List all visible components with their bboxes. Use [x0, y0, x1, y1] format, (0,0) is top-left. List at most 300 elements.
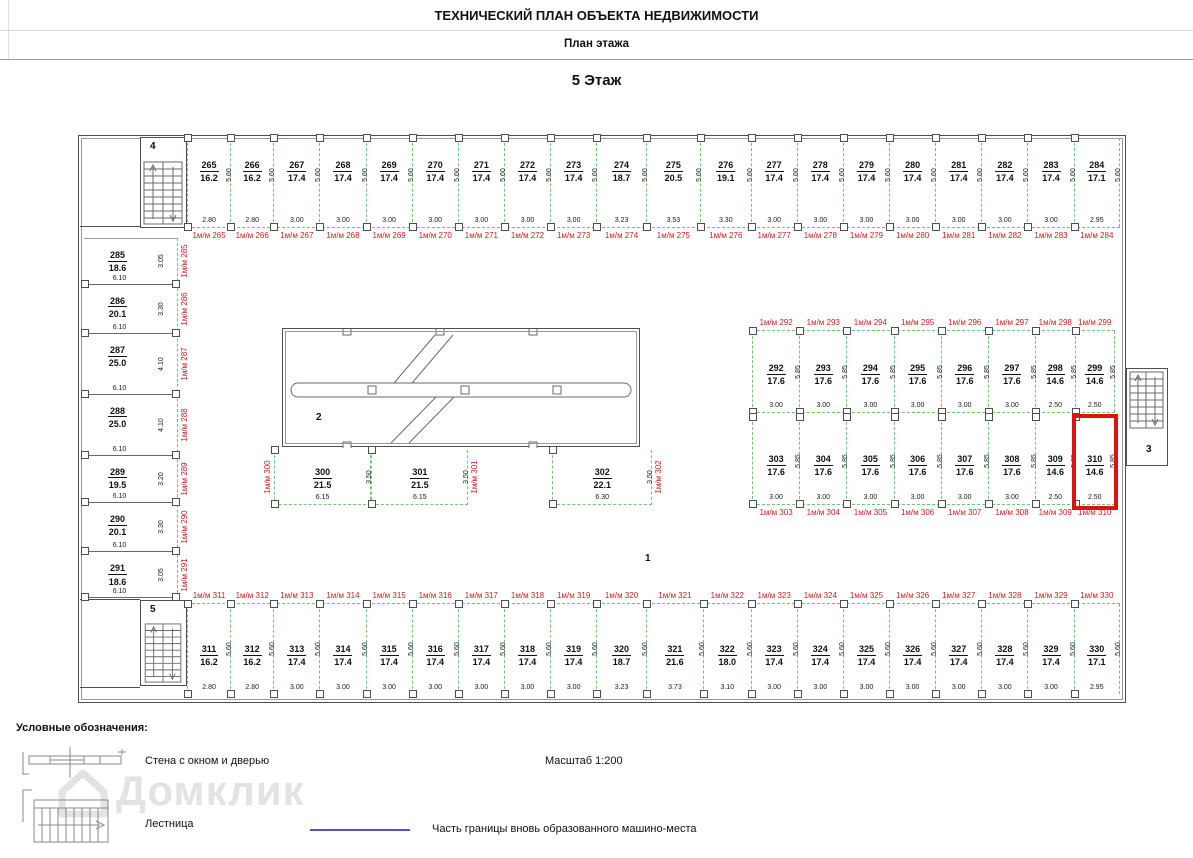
- space-area: 17.4: [426, 173, 444, 184]
- space-id-label: 1м/м 307: [948, 508, 982, 517]
- space-width-dim: 3.23: [614, 684, 629, 691]
- parking-space: [988, 318, 1039, 412]
- space-id-label: 1м/м 295: [900, 318, 935, 327]
- space-id-label: 1м/м 302: [653, 460, 663, 494]
- space-width-dim: 2.50: [1087, 402, 1102, 409]
- space-id-label: 1м/м 323: [757, 591, 791, 600]
- space-number: 300: [315, 467, 331, 477]
- space-area: 17.6: [814, 467, 833, 478]
- parking-space: [504, 138, 554, 240]
- space-number: 296: [957, 363, 973, 373]
- space-number: 269: [381, 160, 397, 170]
- parking-space: [412, 591, 461, 694]
- space-id-label: 1м/м 310: [1078, 508, 1112, 517]
- space-area: 17.4: [472, 657, 491, 668]
- space-area: 17.6: [861, 376, 880, 387]
- space-number: 287: [109, 344, 126, 355]
- space-depth-dim: 5.60: [226, 642, 234, 656]
- space-depth-dim: 5.85: [1031, 453, 1039, 468]
- legend-wall-label: Стена с окном и дверью: [145, 755, 270, 767]
- space-id-label: 1м/м 283: [1034, 231, 1068, 240]
- space-width-dim: 3.00: [910, 402, 925, 409]
- space-depth-dim: 5.60: [977, 642, 985, 656]
- space-id-label: 1м/м 266: [235, 231, 269, 240]
- space-area: 21.5: [411, 480, 429, 491]
- parking-space: [935, 138, 985, 240]
- parking-space: [187, 138, 234, 240]
- parking-space: [988, 417, 1039, 517]
- space-number: 321: [667, 644, 683, 654]
- space-width-dim: 3.23: [614, 217, 629, 224]
- space-id-label: 1м/м 304: [806, 508, 840, 517]
- parking-space: [941, 318, 991, 412]
- space-width-dim: 3.00: [566, 217, 581, 224]
- space-number: 303: [768, 454, 784, 464]
- space-number: 281: [951, 160, 967, 170]
- space-depth-dim: 5.85: [983, 364, 991, 379]
- space-number: 324: [812, 644, 828, 654]
- space-area: 25.0: [108, 357, 127, 368]
- space-area: 17.4: [949, 173, 968, 184]
- space-id-label: 1м/м 287: [180, 347, 189, 381]
- space-number: 313: [289, 644, 305, 654]
- space-width-dim: 3.00: [1005, 494, 1019, 501]
- space-number: 307: [957, 454, 973, 464]
- space-area: 20.1: [108, 527, 127, 538]
- space-area: 17.6: [861, 467, 880, 478]
- parking-space: [894, 417, 944, 517]
- space-width-dim: 3.00: [816, 402, 831, 409]
- parking-space: [700, 138, 754, 240]
- space-width-dim: 2.50: [1048, 402, 1063, 409]
- parking-space: [797, 138, 846, 240]
- space-number: 286: [109, 295, 126, 306]
- space-id-label: 1м/м 299: [1078, 318, 1112, 327]
- space-depth-dim: 3.30: [158, 301, 165, 316]
- parking-space: [504, 591, 554, 694]
- space-number: 314: [335, 644, 351, 654]
- space-width-dim: 3.00: [382, 217, 396, 224]
- space-width-dim: 2.80: [202, 684, 216, 691]
- space-id-label: 1м/м 315: [372, 591, 406, 600]
- space-area: 17.6: [814, 376, 833, 387]
- space-id-label: 1м/м 320: [604, 591, 639, 600]
- space-area: 17.4: [903, 657, 922, 668]
- legend-stairs-icon: [20, 788, 120, 846]
- space-number: 325: [858, 644, 874, 654]
- space-depth-dim: 5.60: [546, 168, 554, 183]
- space-depth-dim: 5.85: [842, 364, 850, 379]
- parking-space: [319, 138, 369, 240]
- space-id-label: 1м/м 292: [759, 318, 793, 327]
- space-number: 318: [520, 644, 536, 654]
- space-area: 18.7: [612, 173, 631, 184]
- space-area: 16.2: [200, 657, 218, 668]
- space-width-dim: 3.00: [474, 217, 489, 224]
- space-depth-dim: 5.60: [1023, 168, 1031, 183]
- space-id-label: 1м/м 319: [557, 591, 591, 600]
- space-depth-dim: 3.30: [158, 520, 165, 535]
- space-number: 279: [858, 160, 874, 170]
- space-area: 17.4: [518, 657, 537, 668]
- parking-space: [797, 591, 846, 694]
- space-width-dim: 3.00: [863, 402, 878, 409]
- space-number: 310: [1087, 454, 1103, 464]
- zone-label-stair-top-left: 4: [150, 141, 156, 152]
- space-area: 14.6: [1085, 467, 1104, 478]
- parking-column-left: [84, 238, 189, 598]
- space-area: 17.4: [1042, 657, 1060, 668]
- space-number: 283: [1043, 160, 1059, 170]
- space-number: 306: [910, 454, 926, 464]
- space-number: 278: [812, 160, 828, 170]
- space-number: 285: [109, 250, 126, 260]
- space-area: 18.7: [612, 657, 631, 668]
- space-depth-dim: 5.60: [226, 168, 234, 183]
- space-width-dim: 3.00: [520, 684, 535, 691]
- space-depth-dim: 5.60: [546, 642, 554, 656]
- space-width-dim: 2.50: [1048, 494, 1063, 501]
- space-width-dim: 3.00: [905, 217, 920, 224]
- wall-segment: [80, 599, 140, 600]
- space-number: 323: [766, 644, 782, 654]
- space-depth-dim: 4.10: [158, 356, 165, 371]
- space-depth-dim: 5.60: [407, 168, 415, 183]
- space-area: 21.6: [666, 657, 684, 668]
- stairwell-top-left: [140, 137, 187, 228]
- space-width-dim: 3.00: [813, 684, 828, 691]
- parking-space: [596, 591, 649, 694]
- space-number: 299: [1087, 363, 1103, 373]
- space-id-label: 1м/м 309: [1038, 508, 1072, 517]
- space-area: 20.1: [108, 308, 127, 319]
- space-width-dim: 6.10: [112, 323, 127, 331]
- space-depth-dim: 5.60: [592, 168, 600, 183]
- space-area: 17.4: [334, 173, 352, 184]
- space-id-label: 1м/м 275: [656, 231, 691, 240]
- parking-space: [230, 138, 277, 240]
- space-id-label: 1м/м 285: [180, 244, 189, 278]
- space-number: 326: [905, 644, 921, 654]
- parking-row-mid-lower: [752, 417, 1117, 517]
- space-depth-dim: 5.85: [1031, 364, 1039, 379]
- space-id-label: 1м/м 300: [263, 460, 272, 494]
- space-width-dim: 3.00: [957, 402, 972, 409]
- parking-space: [981, 591, 1031, 694]
- space-width-dim: 3.00: [336, 217, 350, 224]
- parking-space: [1075, 417, 1117, 517]
- parking-space: [751, 138, 800, 240]
- space-depth-dim: 3.20: [158, 472, 165, 486]
- space-width-dim: 3.00: [1005, 402, 1019, 409]
- parking-space: [458, 138, 507, 240]
- parking-space: [273, 591, 323, 694]
- space-id-label: 1м/м 311: [192, 591, 226, 600]
- space-width-dim: 2.95: [1089, 217, 1104, 224]
- space-number: 308: [1004, 454, 1020, 464]
- space-width-dim: 3.00: [290, 217, 304, 224]
- space-depth-dim: 5.60: [453, 168, 461, 183]
- space-area: 14.6: [1085, 376, 1104, 387]
- space-depth-dim: 5.60: [1114, 168, 1122, 183]
- stairwell-bottom-left: [140, 600, 187, 686]
- space-id-label: 1м/м 314: [326, 591, 360, 600]
- space-id-label: 1м/м 321: [658, 591, 692, 600]
- space-width-dim: 3.00: [863, 494, 878, 501]
- space-id-label: 1м/м 273: [557, 231, 591, 240]
- space-id-label: 1м/м 325: [849, 591, 884, 600]
- space-area: 18.6: [108, 576, 127, 587]
- space-number: 328: [997, 644, 1013, 654]
- space-width-dim: 3.00: [767, 684, 781, 691]
- space-width-dim: 3.00: [910, 494, 925, 501]
- space-number: 312: [244, 644, 260, 654]
- parking-space: [1074, 591, 1122, 694]
- space-id-label: 1м/м 271: [464, 231, 498, 240]
- space-depth-dim: 5.60: [1023, 642, 1031, 656]
- parking-space: [1074, 138, 1122, 240]
- space-depth-dim: 5.85: [1110, 453, 1117, 468]
- space-width-dim: 3.00: [816, 494, 831, 501]
- space-depth-dim: 5.85: [795, 453, 803, 468]
- space-number: 289: [109, 466, 126, 477]
- space-area: 25.0: [108, 418, 127, 429]
- parking-space: [596, 138, 649, 240]
- header-divider-2: [0, 59, 1193, 60]
- parking-space: [646, 591, 706, 694]
- parking-space: [1027, 138, 1077, 240]
- space-number: 280: [905, 160, 921, 170]
- space-number: 309: [1047, 454, 1063, 464]
- space-number: 315: [381, 644, 397, 654]
- space-number: 284: [1089, 160, 1105, 170]
- space-number: 290: [109, 514, 126, 525]
- ramp-core: [282, 328, 640, 447]
- watermark-text: Домклик: [116, 767, 305, 814]
- header-divider-1: [0, 30, 1193, 31]
- parking-space: [1027, 591, 1077, 694]
- space-area: 17.1: [1088, 173, 1106, 184]
- space-width-dim: 2.80: [245, 684, 259, 691]
- space-id-label: 1м/м 316: [418, 591, 452, 600]
- space-id-label: 1м/м 313: [280, 591, 314, 600]
- space-width-dim: 3.00: [428, 684, 443, 691]
- space-depth-dim: 5.60: [1114, 642, 1122, 656]
- space-number: 316: [427, 644, 443, 654]
- space-id-label: 1м/м 293: [806, 318, 840, 327]
- space-depth-dim: 5.60: [453, 642, 461, 656]
- space-depth-dim: 5.85: [889, 453, 897, 468]
- parking-space: [550, 591, 600, 694]
- space-area: 16.2: [243, 657, 261, 668]
- space-area: 17.4: [564, 657, 583, 668]
- space-number: 276: [718, 160, 734, 170]
- space-id-label: 1м/м 278: [803, 231, 837, 240]
- space-id-label: 1м/м 326: [895, 591, 930, 600]
- space-depth-dim: 5.60: [641, 168, 649, 183]
- parking-space: [1075, 318, 1117, 412]
- space-width-dim: 6.10: [112, 384, 127, 392]
- space-id-label: 1м/м 274: [604, 231, 639, 240]
- space-id-label: 1м/м 322: [710, 591, 744, 600]
- highlight-box-space-310: [1072, 414, 1118, 510]
- space-width-dim: 3.00: [769, 402, 783, 409]
- wall-segment: [80, 687, 140, 688]
- space-number: 298: [1047, 363, 1063, 373]
- space-width-dim: 6.10: [112, 493, 127, 501]
- space-width-dim: 3.00: [951, 217, 966, 224]
- space-area: 18.6: [108, 263, 127, 274]
- space-number: 302: [594, 467, 610, 477]
- space-depth-dim: 5.60: [931, 642, 939, 656]
- space-width-dim: 3.00: [905, 684, 920, 691]
- space-number: 317: [473, 644, 489, 654]
- parking-space: [84, 456, 189, 504]
- parking-space: [894, 318, 944, 412]
- space-id-label: 1м/м 303: [759, 508, 793, 517]
- space-depth-dim: 5.60: [792, 642, 800, 656]
- space-depth-dim: 5.60: [361, 168, 369, 183]
- space-number: 319: [566, 644, 582, 654]
- space-number: 271: [473, 160, 489, 170]
- space-depth-dim: 5.60: [641, 642, 649, 656]
- space-number: 275: [665, 160, 681, 170]
- space-number: 293: [815, 363, 831, 373]
- space-area: 14.6: [1046, 467, 1065, 478]
- space-number: 272: [520, 160, 536, 170]
- parking-space: [366, 138, 415, 240]
- space-width-dim: 6.10: [112, 542, 127, 550]
- space-number: 305: [862, 454, 878, 464]
- space-depth-dim: 5.85: [842, 453, 850, 468]
- space-id-label: 1м/м 308: [995, 508, 1029, 517]
- space-number: 295: [910, 363, 926, 373]
- space-id-label: 1м/м 272: [510, 231, 545, 240]
- parking-space: [319, 591, 369, 694]
- space-number: 322: [719, 644, 735, 654]
- space-id-label: 1м/м 268: [326, 231, 360, 240]
- space-area: 16.2: [243, 173, 261, 184]
- space-depth-dim: 5.60: [592, 642, 600, 656]
- space-area: 21.5: [313, 480, 332, 491]
- stairs-icon: [1129, 371, 1165, 429]
- space-depth-dim: 5.60: [838, 168, 846, 183]
- parking-space: [84, 285, 189, 334]
- space-number: 267: [289, 160, 305, 170]
- space-area: 17.4: [518, 173, 537, 184]
- space-depth-dim: 5.60: [695, 168, 703, 183]
- space-area: 17.6: [767, 467, 785, 478]
- wall-window-door-icon: [20, 746, 130, 780]
- space-depth-dim: 5.60: [1069, 642, 1077, 656]
- space-number: 330: [1089, 644, 1105, 654]
- space-id-label: 1м/м 298: [1038, 318, 1072, 327]
- zone-label-aisle: 1: [645, 553, 651, 564]
- space-area: 14.6: [1046, 376, 1065, 387]
- parking-space: [799, 417, 850, 517]
- space-depth-dim: 5.60: [315, 642, 323, 656]
- space-width-dim: 3.00: [951, 684, 966, 691]
- space-number: 291: [109, 563, 126, 574]
- space-area: 17.4: [564, 173, 583, 184]
- space-depth-dim: 5.60: [269, 168, 277, 183]
- space-id-label: 1м/м 305: [853, 508, 888, 517]
- space-width-dim: 3.00: [1044, 684, 1058, 691]
- space-width-dim: 6.15: [413, 494, 427, 501]
- space-width-dim: 3.00: [813, 217, 828, 224]
- space-area: 17.6: [908, 467, 927, 478]
- space-id-label: 1м/м 265: [192, 231, 226, 240]
- space-area: 17.6: [1003, 376, 1021, 387]
- space-width-dim: 6.10: [112, 588, 127, 596]
- boundary-line-sample: [310, 829, 410, 831]
- space-id-label: 1м/м 290: [180, 510, 189, 544]
- space-area: 17.4: [811, 657, 830, 668]
- parking-space: [703, 591, 754, 694]
- space-width-dim: 6.10: [112, 445, 127, 453]
- space-depth-dim: 5.85: [983, 453, 991, 468]
- space-id-label: 1м/м 291: [180, 558, 189, 592]
- space-area: 17.4: [1042, 173, 1060, 184]
- parking-space: [846, 417, 897, 517]
- space-width-dim: 3.00: [382, 684, 396, 691]
- space-id-label: 1м/м 324: [803, 591, 837, 600]
- space-depth-dim: 5.85: [936, 364, 944, 379]
- space-depth-dim: 4.10: [158, 417, 165, 432]
- space-width-dim: 3.30: [718, 217, 733, 224]
- space-area: 17.4: [857, 657, 876, 668]
- parking-space: [935, 591, 985, 694]
- parking-row-mid-upper: [752, 318, 1117, 413]
- space-width-dim: 3.00: [474, 684, 489, 691]
- parking-space: [84, 239, 189, 285]
- space-depth-dim: 3.50: [646, 470, 654, 484]
- parking-space: [412, 138, 461, 240]
- space-area: 17.4: [857, 173, 876, 184]
- space-number: 297: [1004, 363, 1020, 373]
- parking-space: [752, 318, 803, 412]
- space-area: 17.6: [1003, 467, 1021, 478]
- parking-space: [458, 591, 507, 694]
- parking-space: [889, 591, 939, 694]
- space-id-label: 1м/м 279: [849, 231, 884, 240]
- space-depth-dim: 5.60: [499, 168, 507, 183]
- space-depth-dim: 5.85: [1070, 453, 1078, 468]
- space-depth-dim: 5.85: [1110, 364, 1117, 379]
- space-depth-dim: 5.60: [269, 642, 277, 656]
- space-width-dim: 3.00: [566, 684, 581, 691]
- space-area: 19.1: [717, 173, 735, 184]
- space-area: 17.4: [996, 657, 1014, 668]
- space-number: 301: [412, 467, 428, 477]
- space-id-label: 1м/м 281: [942, 231, 976, 240]
- parking-row-top: [187, 138, 1122, 240]
- parking-space: [981, 138, 1031, 240]
- space-depth-dim: 5.85: [795, 364, 803, 379]
- space-id-label: 1м/м 330: [1080, 591, 1114, 600]
- space-width-dim: 6.10: [112, 274, 127, 282]
- space-area: 20.5: [664, 173, 683, 184]
- space-depth-dim: 5.60: [792, 168, 800, 183]
- space-depth-dim: 3.50: [463, 470, 471, 484]
- scale-label: Масштаб 1:200: [545, 755, 623, 767]
- space-id-label: 1м/м 267: [280, 231, 314, 240]
- space-depth-dim: 5.60: [315, 168, 323, 183]
- parking-space: [889, 138, 939, 240]
- space-width-dim: 6.30: [595, 494, 610, 501]
- space-number: 270: [427, 160, 443, 170]
- parking-space: [84, 395, 189, 456]
